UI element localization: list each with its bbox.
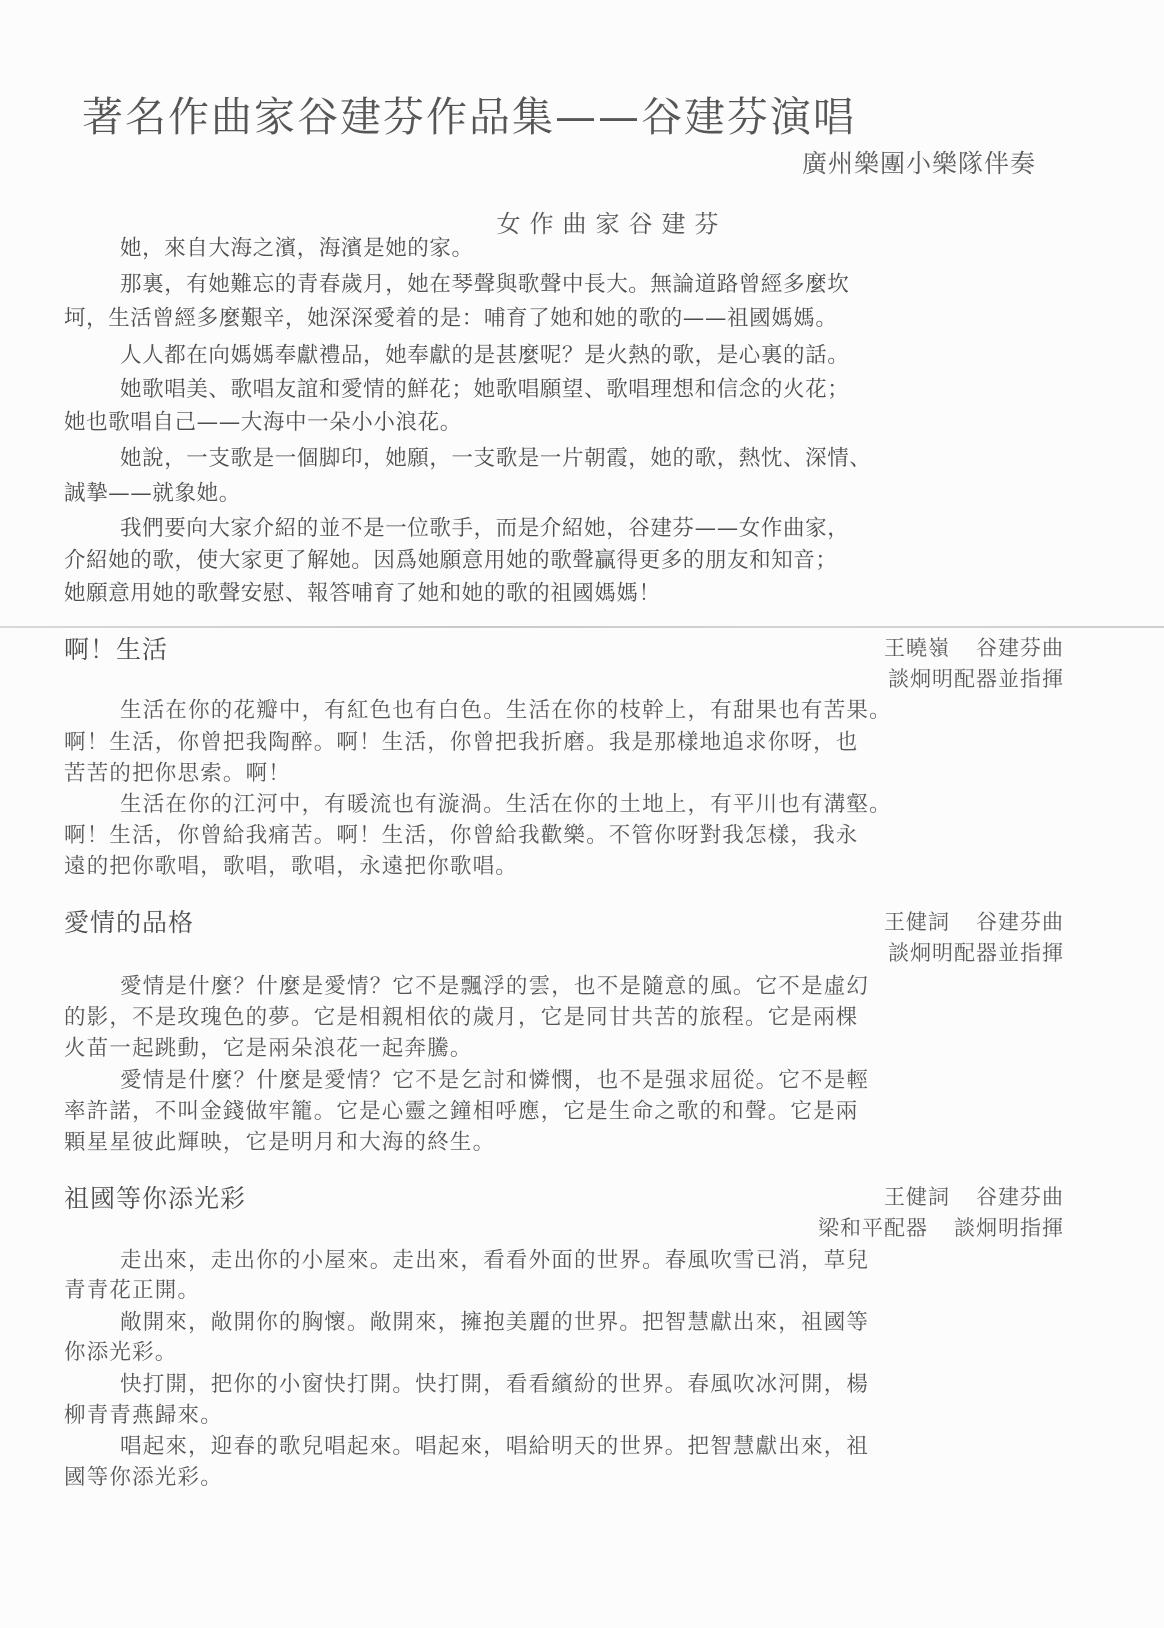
composer: 谷建芬曲 bbox=[976, 910, 1064, 934]
lyric-line: 苦苦的把你思索。啊！ bbox=[64, 761, 292, 786]
intro-line: 她願意用她的歌聲安慰、報答哺育了她和她的歌的祖國媽媽！ bbox=[64, 581, 661, 606]
intro-line: 她也歌唱自己——大海中一朵小小浪花。 bbox=[64, 410, 462, 435]
arranger: 梁和平配器 bbox=[818, 1216, 928, 1240]
song-credit-lyricist-composer bbox=[884, 906, 1064, 936]
lyric-line: 青青花正開。 bbox=[64, 1278, 201, 1303]
page-fold-divider bbox=[0, 626, 1164, 628]
lyric-line: 走出來，走出你的小屋來。走出來，看看外面的世界。春風吹雪已消，草兒 bbox=[120, 1248, 870, 1273]
intro-line: 我們要向大家介紹的並不是一位歌手，而是介紹她，谷建芬——女作曲家， bbox=[120, 516, 850, 541]
intro-line: 那裏，有她難忘的青春歲月，她在琴聲與歌聲中長大。無論道路曾經多麼坎 bbox=[120, 272, 850, 297]
lyric-line: 敞開來，敞開你的胸懷。敞開來，擁抱美麗的世界。把智慧獻出來，祖國等 bbox=[120, 1310, 870, 1335]
lyric-line: 愛情是什麼？什麼是愛情？它不是飄浮的雲，也不是隨意的風。它不是虛幻 bbox=[120, 974, 870, 999]
lyric-line: 柳青青燕歸來。 bbox=[64, 1403, 223, 1428]
lyric-line: 啊！生活，你曾給我痛苦。啊！生活，你曾給我歡樂。不管你呀對我怎樣，我永 bbox=[64, 823, 859, 848]
lyric-line: 顆星星彼此輝映，它是明月和大海的終生。 bbox=[64, 1130, 496, 1155]
intro-line: 坷，生活曾經多麼艱辛，她深深愛着的是：哺育了她和她的歌的——祖國媽媽。 bbox=[64, 306, 838, 331]
lyric-line: 國等你添光彩。 bbox=[64, 1465, 223, 1490]
lyric-line: 率許諾，不叫金錢做牢籠。它是心靈之鐘相呼應，它是生命之歌的和聲。它是兩 bbox=[64, 1099, 859, 1124]
lyric-line: 快打開，把你的小窗快打開。快打開，看看繽紛的世界。春風吹冰河開，楊 bbox=[120, 1372, 870, 1397]
intro-heading: 女作曲家谷建芬 bbox=[496, 210, 728, 238]
lyricist: 王健詞 bbox=[884, 910, 950, 934]
song-credit-lyricist-composer bbox=[884, 1181, 1064, 1211]
intro-line: 她，來自大海之濱，海濱是她的家。 bbox=[120, 236, 474, 261]
intro-line: 人人都在向媽媽奉獻禮品，她奉獻的是甚麼呢？是火熱的歌，是心裏的話。 bbox=[120, 343, 850, 368]
lyric-line: 的影，不是玫瑰色的夢。它是相親相依的歲月，它是同甘共苦的旅程。它是兩棵 bbox=[64, 1005, 859, 1030]
conductor: 談炯明指揮 bbox=[954, 1216, 1064, 1240]
lyricist: 王健詞 bbox=[884, 1185, 950, 1209]
composer: 谷建芬曲 bbox=[976, 1185, 1064, 1209]
arranger-conductor: 談炯明配器並指揮 bbox=[888, 941, 1064, 965]
lyric-line: 生活在你的花瓣中，有紅色也有白色。生活在你的枝幹上，有甜果也有苦果。 bbox=[120, 698, 892, 723]
intro-line: 她說，一支歌是一個脚印，她願，一支歌是一片朝霞，她的歌，熱忱、深情、 bbox=[120, 446, 872, 471]
intro-line: 介紹她的歌，使大家更了解她。因爲她願意用她的歌聲贏得更多的朋友和知音； bbox=[64, 548, 838, 573]
lyric-line: 啊！生活，你曾把我陶醉。啊！生活，你曾把我折磨。我是那樣地追求你呀，也 bbox=[64, 730, 859, 755]
album-subtitle: 廣州樂團小樂隊伴奏 bbox=[801, 149, 1036, 178]
lyric-line: 愛情是什麼？什麼是愛情？它不是乞討和憐憫，也不是强求屈從。它不是輕 bbox=[120, 1068, 870, 1093]
lyric-line: 生活在你的江河中，有暖流也有漩渦。生活在你的土地上，有平川也有溝壑。 bbox=[120, 792, 892, 817]
lyric-line: 你添光彩。 bbox=[64, 1340, 178, 1365]
song-credit-arranger-conductor bbox=[818, 1212, 1064, 1242]
song-title: 祖國等你添光彩 bbox=[64, 1184, 247, 1213]
intro-line: 誠摯——就象她。 bbox=[64, 481, 241, 506]
song-credit-arranger-conductor bbox=[888, 663, 1064, 693]
song-title: 愛情的品格 bbox=[64, 908, 195, 937]
album-title: 著名作曲家谷建芬作品集——谷建芬演唱 bbox=[82, 93, 856, 141]
lyric-line: 火苗一起跳動，它是兩朵浪花一起奔騰。 bbox=[64, 1036, 473, 1061]
intro-line: 她歌唱美、歌唱友誼和愛情的鮮花；她歌唱願望、歌唱理想和信念的火花； bbox=[120, 377, 850, 402]
composer: 谷建芬曲 bbox=[976, 636, 1064, 660]
arranger-conductor: 談炯明配器並指揮 bbox=[888, 667, 1064, 691]
song-title: 啊！生活 bbox=[64, 635, 169, 664]
lyric-line: 遠的把你歌唱，歌唱，歌唱，永遠把你歌唱。 bbox=[64, 854, 519, 879]
song-credit-lyricist-composer bbox=[884, 632, 1064, 662]
lyricist: 王曉嶺 bbox=[884, 636, 950, 660]
song-credit-arranger-conductor bbox=[888, 937, 1064, 967]
lyric-line: 唱起來，迎春的歌兒唱起來。唱起來，唱給明天的世界。把智慧獻出來，祖 bbox=[120, 1434, 870, 1459]
